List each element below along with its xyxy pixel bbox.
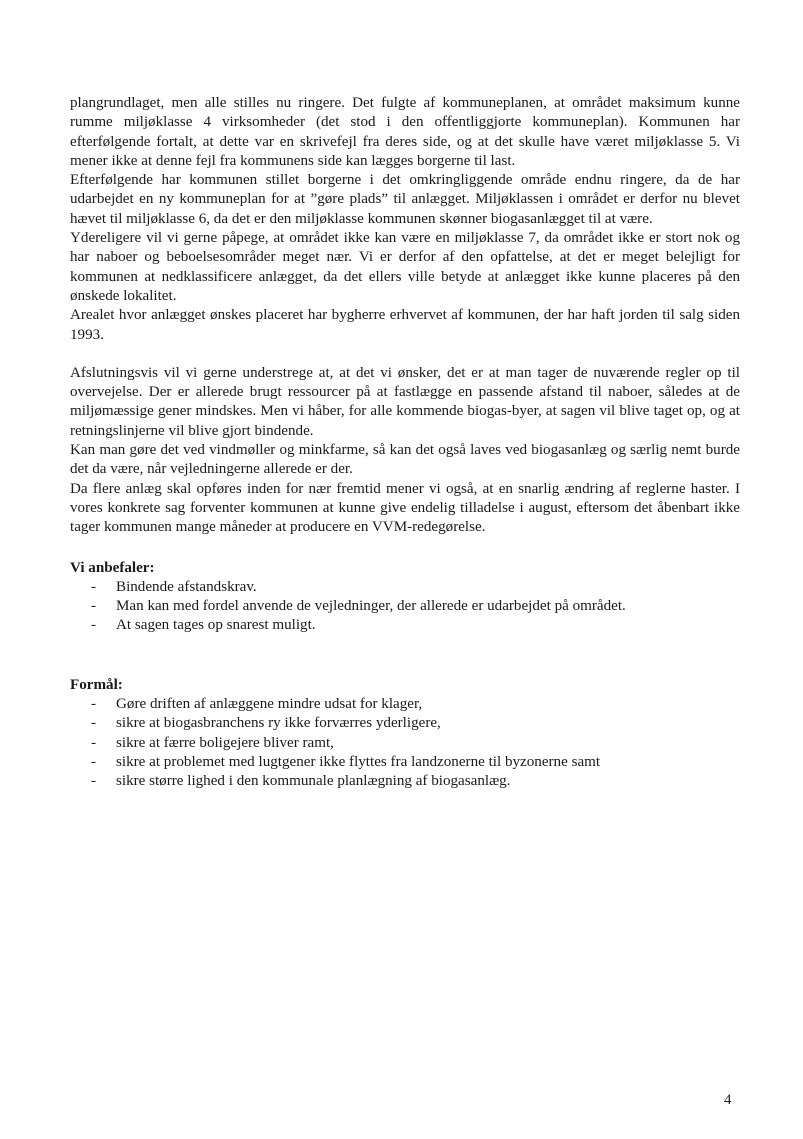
list-item: - sikre større lighed i den kommunale planlægning af biogasanlæg.	[70, 772, 740, 791]
list-item: - sikre at færre boligejere bliver ramt,	[70, 734, 740, 753]
list-item: - sikre at biogasbranchens ry ikke forværres yderligere,	[70, 714, 740, 733]
paragraph-urgency: Da flere anlæg skal opføres inden for nær fremtid mener vi også, at en snarlig ændring af reglerne haster. I vores konkrete sag forventer kommunen at kunne give endelig tilladelse i august, eftersom det åbenbart ikke tager kommunen mange måneder at producere en VVM-redegørelse.	[70, 480, 740, 536]
dash-marker: -	[91, 734, 97, 751]
paragraph-conclusion: Afslutningsvis vil vi gerne understrege at, at det vi ønsker, det er at man tager de nuværende regler op til overvejelse. Der er allerede brugt ressourcer på at fastlægge en passende afstand til naboer, således at de miljømæssige gener mindskes. Men vi håber, for alle kommende biogas-byer, at sagen vil blive taget op, og at retningslinjerne vil blive gjort bindende.	[70, 364, 740, 439]
paragraph-new-plan: Efterfølgende har kommunen stillet borgerne i det omkringliggende område endnu ringere, da de har udarbejdet en ny kommuneplan for at ”gøre plads” til anlægget. Miljøklassen i området er derfor nu blevet hævet til miljøklasse 6, da det er den miljøklasse kommunen skønner biogasanlægget til at være.	[70, 172, 740, 227]
list-item: - Bindende afstandskrav.	[70, 578, 740, 597]
dash-marker: -	[91, 617, 97, 634]
recommendations-heading: Vi anbefaler:	[70, 559, 155, 576]
dash-marker: -	[91, 696, 97, 713]
purpose-heading: Formål:	[70, 676, 123, 693]
paragraph-windmills: Kan man gøre det ved vindmøller og minkfarme, så kan det også laves ved biogasanlæg og særlig nemt burde det da være, når vejledningerne allerede er der.	[70, 442, 740, 478]
paragraph-environment-class: Ydereligere vil vi gerne påpege, at området ikke kan være en miljøklasse 7, da området ikke er stort nok og har naboer og beboelsesområder meget nær. Vi er derfor af den opfattelse, at det er meget belejligt for kommunen at nedklassificere anlægget, da det ellers ville betyde at anlægget ikke kunne placeres på den ønskede lokalitet.	[70, 230, 740, 304]
paragraph-plan-basis: plangrundlaget, men alle stilles nu ringere. Det fulgte af kommuneplanen, at området maksimum kunne rumme miljøklasse 4 virksomheder (det stod i den offentliggjorte kommuneplan). Kommunen har efterfølgende fortalt, at dette var en skrivefejl fra deres side, og at det skulle have været miljøklasse 5. Vi mener ikke at denne fejl fra kommunens side kan lægges borgerne til last.	[70, 95, 740, 169]
list-item: - Gøre driften af anlæggene mindre udsat for klager,	[70, 695, 740, 714]
document-page	[70, 94, 740, 792]
list-item: - sikre at problemet med lugtgener ikke flyttes fra landzonerne til byzonerne samt	[70, 753, 740, 772]
dash-marker: -	[91, 715, 97, 732]
page-number: 4	[724, 1092, 732, 1108]
dash-marker: -	[91, 773, 97, 790]
dash-marker: -	[91, 753, 97, 770]
list-item: - At sagen tages op snarest muligt.	[70, 616, 740, 635]
paragraph-land-purchase: Arealet hvor anlægget ønskes placeret har bygherre erhvervet af kommunen, der har haft jorden til salg siden 1993.	[70, 307, 740, 343]
recommendations-list	[70, 578, 740, 636]
dash-marker: -	[91, 598, 97, 615]
dash-marker: -	[91, 578, 97, 595]
list-item: - Man kan med fordel anvende de vejledninger, der allerede er udarbejdet på området.	[70, 597, 740, 616]
purpose-list	[70, 695, 740, 791]
